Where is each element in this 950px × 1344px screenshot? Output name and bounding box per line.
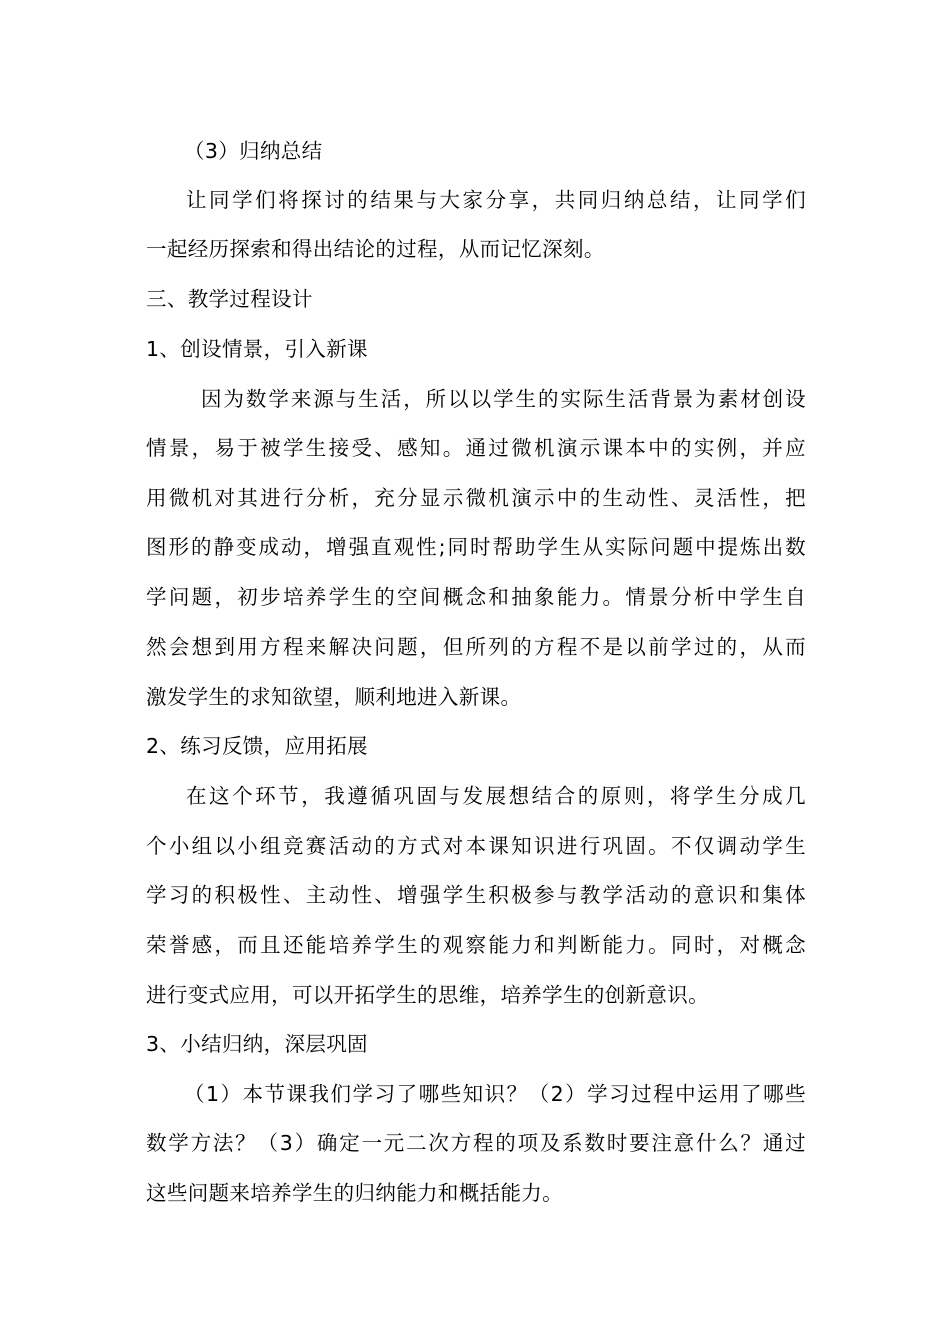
subsection-heading: 2、练习反馈，应用拓展: [146, 734, 368, 758]
paragraph-line: 然会想到用方程来解决问题，但所列的方程不是以前学过的，从而: [146, 635, 806, 659]
paragraph-line: 情景，易于被学生接受、感知。通过微机演示课本中的实例，并应: [146, 436, 806, 460]
paragraph-line: 在这个环节，我遵循巩固与发展想结合的原则，将学生分成几: [186, 784, 806, 808]
subheading-summary: （3）归纳总结: [184, 139, 323, 163]
paragraph-line: 一起经历探索和得出结论的过程，从而记忆深刻。: [146, 237, 605, 261]
paragraph-line: 荣誉感，而且还能培养学生的观察能力和判断能力。同时，对概念: [146, 933, 806, 957]
paragraph-line: 这些问题来培养学生的归纳能力和概括能力。: [146, 1181, 563, 1205]
paragraph-line: 用微机对其进行分析，充分显示微机演示中的生动性、灵活性，把: [146, 486, 806, 510]
subsection-heading: 1、创设情景，引入新课: [146, 337, 368, 361]
paragraph-line: （1）本节课我们学习了哪些知识？（2）学习过程中运用了哪些: [184, 1082, 806, 1106]
section-heading: 三、教学过程设计: [146, 287, 313, 311]
paragraph-line: 图形的静变成动，增强直观性;同时帮助学生从实际问题中提炼出数: [146, 535, 806, 559]
paragraph-line: 激发学生的求知欲望，顺利地进入新课。: [146, 685, 522, 709]
paragraph-line: 进行变式应用，可以开拓学生的思维，培养学生的创新意识。: [146, 983, 709, 1007]
paragraph-line: 让同学们将探讨的结果与大家分享，共同归纳总结，让同学们: [186, 188, 806, 212]
paragraph-line: 个小组以小组竞赛活动的方式对本课知识进行巩固。不仅调动学生: [146, 834, 806, 858]
paragraph-line: 学问题，初步培养学生的空间概念和抽象能力。情景分析中学生自: [146, 585, 806, 609]
paragraph-line: 数学方法？（3）确定一元二次方程的项及系数时要注意什么？通过: [146, 1131, 806, 1155]
paragraph-line: 因为数学来源与生活，所以以学生的实际生活背景为素材创设: [201, 387, 806, 411]
subsection-heading: 3、小结归纳，深层巩固: [146, 1032, 368, 1056]
paragraph-line: 学习的积极性、主动性、增强学生积极参与教学活动的意识和集体: [146, 883, 806, 907]
